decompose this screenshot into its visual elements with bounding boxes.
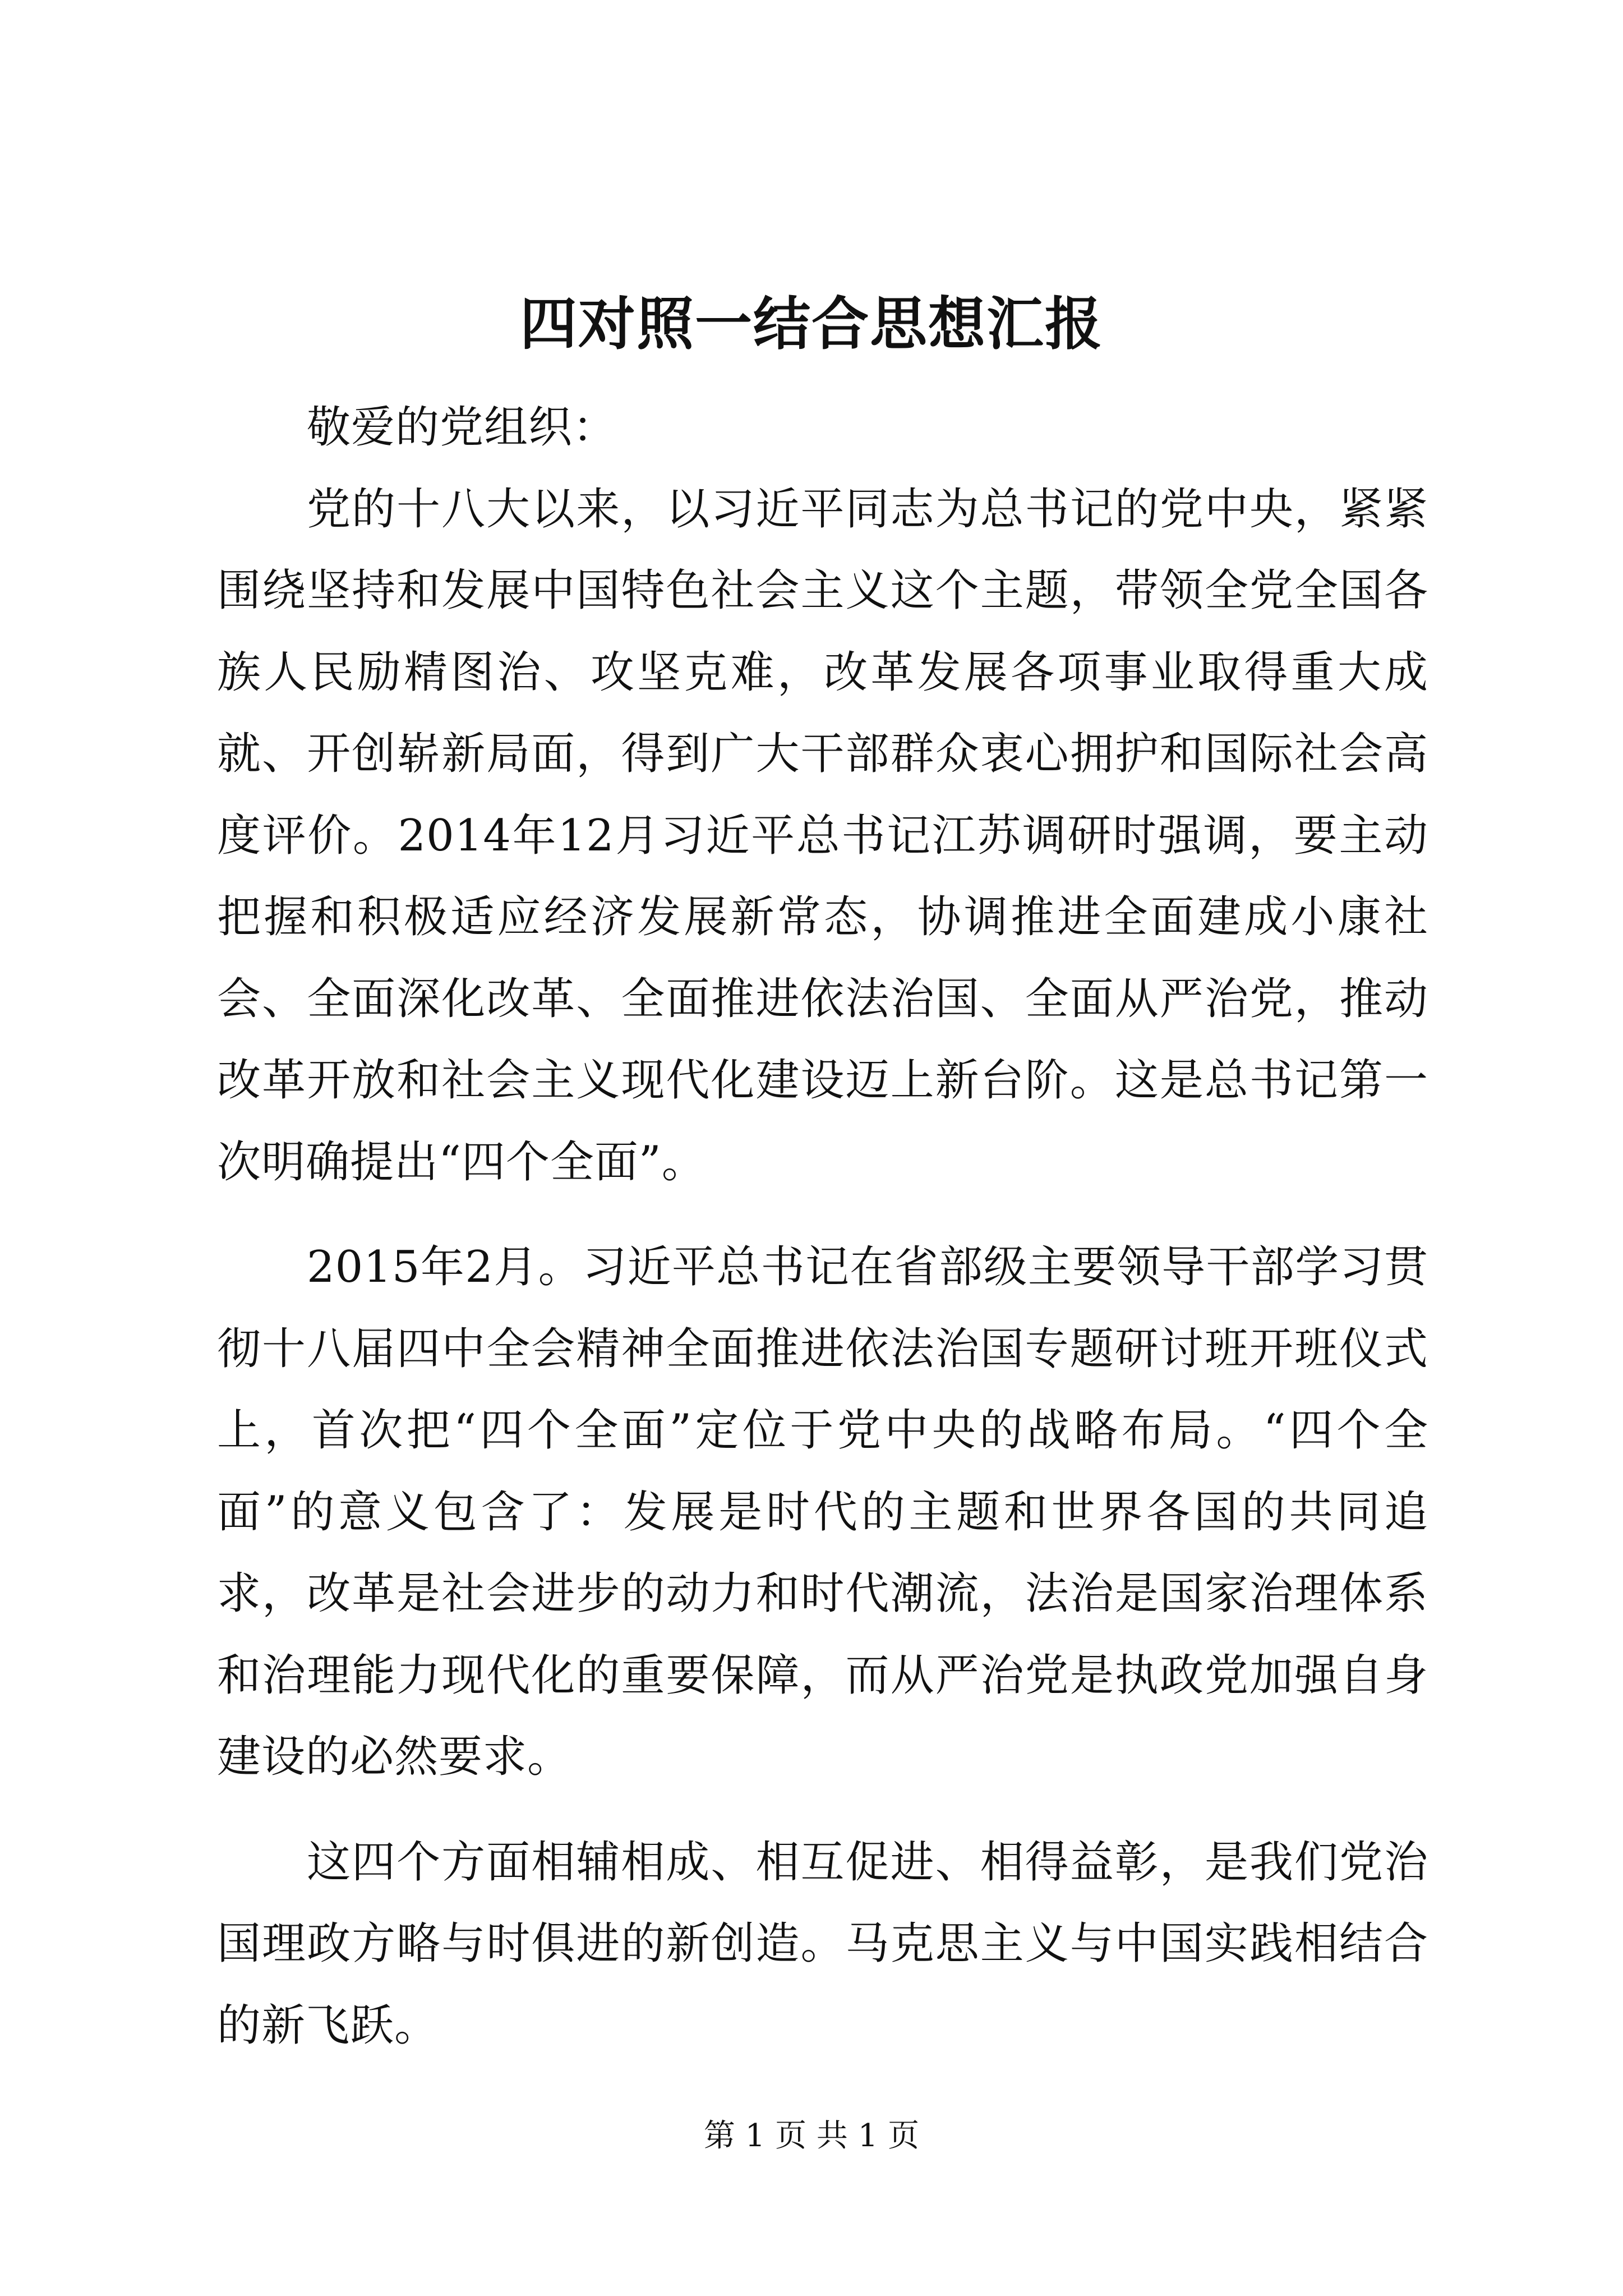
salutation: 敬爱的党组织： (307, 402, 617, 453)
paragraph-2: 2015年2月。习近平总书记在省部级主要领导干部学习贯彻十八届四中全会精神全面推进依法治国专题研讨班开班仪式上，首次把“四个全面”定位于党中央的战略布局。“四个全面”的意义包含了：发展是时代的主题和世界各国的共同追求，改革是社会进步的动力和时代潮流，法治是国家治理体系和治理能力现代化的重要保障，而从严治党是执政党加强自身建设的必然要求。 (217, 1242, 1428, 1782)
document-title: 四对照一结合思想汇报 (520, 291, 1103, 358)
paragraph-3: 这四个方面相辅相成、相互促进、相得益彰，是我们党治国理政方略与时俱进的新创造。马克思主义与中国实践相结合的新飞跃。 (217, 1837, 1428, 2051)
page-number-footer: 第 1 页 共 1 页 (703, 2118, 920, 2154)
document-body (217, 387, 1428, 2067)
paragraph-1: 党的十八大以来，以习近平同志为总书记的党中央，紧紧围绕坚持和发展中国特色社会主义这个主题，带领全党全国各族人民励精图治、攻坚克难，改革发展各项事业取得重大成就、开创崭新局面，得到广大干部群众衷心拥护和国际社会高度评价。2014年12月习近平总书记江苏调研时强调，要主动把握和积极适应经济发展新常态，协调推进全面建成小康社会、全面深化改革、全面推进依法治国、全面从严治党，推动改革开放和社会主义现代化建设迈上新台阶。这是总书记第一次明确提出“四个全面”。 (217, 484, 1428, 1188)
